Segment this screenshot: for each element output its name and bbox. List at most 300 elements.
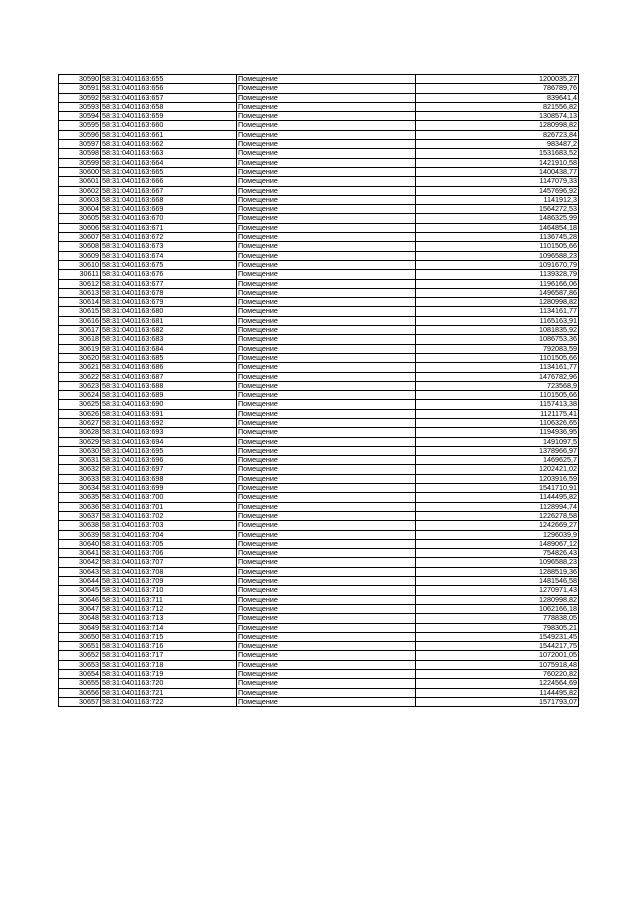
- cadastral-value: 1464854,18: [416, 223, 579, 232]
- cadastral-number: 58:31:0401163:688: [101, 381, 237, 390]
- row-number: 30634: [59, 484, 101, 493]
- row-number: 30615: [59, 307, 101, 316]
- row-number: 30656: [59, 688, 101, 697]
- table-row: [59, 567, 579, 576]
- table-row: [59, 595, 579, 604]
- cadastral-number: 58:31:0401163:698: [101, 474, 237, 483]
- object-type: Помещение: [237, 279, 416, 288]
- table-row: [59, 391, 579, 400]
- object-type: Помещение: [237, 344, 416, 353]
- row-number: 30598: [59, 149, 101, 158]
- cadastral-number: 58:31:0401163:701: [101, 502, 237, 511]
- table-row: [59, 158, 579, 167]
- cadastral-value: 1121175,41: [416, 409, 579, 418]
- cadastral-value: 1072001,05: [416, 651, 579, 660]
- cadastral-value: 1081835,92: [416, 326, 579, 335]
- cadastral-number: 58:31:0401163:667: [101, 186, 237, 195]
- row-number: 30640: [59, 539, 101, 548]
- cadastral-number: 58:31:0401163:703: [101, 521, 237, 530]
- cadastral-number: 58:31:0401163:685: [101, 353, 237, 362]
- table-row: [59, 437, 579, 446]
- cadastral-number: 58:31:0401163:675: [101, 260, 237, 269]
- cadastral-number: 58:31:0401163:708: [101, 567, 237, 576]
- object-type: Помещение: [237, 167, 416, 176]
- cadastral-number: 58:31:0401163:664: [101, 158, 237, 167]
- table-row: [59, 642, 579, 651]
- row-number: 30590: [59, 75, 101, 84]
- row-number: 30593: [59, 102, 101, 111]
- cadastral-value: 1096588,23: [416, 558, 579, 567]
- row-number: 30639: [59, 530, 101, 539]
- table-row: [59, 84, 579, 93]
- object-type: Помещение: [237, 242, 416, 251]
- table-row: [59, 697, 579, 706]
- cadastral-number: 58:31:0401163:710: [101, 586, 237, 595]
- cadastral-value: 1086753,36: [416, 335, 579, 344]
- cadastral-number: 58:31:0401163:721: [101, 688, 237, 697]
- object-type: Помещение: [237, 214, 416, 223]
- cadastral-value: 760220,82: [416, 670, 579, 679]
- table-row: [59, 102, 579, 111]
- cadastral-value: 1062166,18: [416, 604, 579, 613]
- cadastral-number: 58:31:0401163:658: [101, 102, 237, 111]
- table-row: [59, 428, 579, 437]
- table-row: [59, 632, 579, 641]
- row-number: 30604: [59, 205, 101, 214]
- table-row: [59, 307, 579, 316]
- cadastral-number: 58:31:0401163:660: [101, 121, 237, 130]
- cadastral-value: 1194936,95: [416, 428, 579, 437]
- object-type: Помещение: [237, 223, 416, 232]
- cadastral-number: 58:31:0401163:715: [101, 632, 237, 641]
- object-type: Помещение: [237, 307, 416, 316]
- cadastral-value: 1541710,91: [416, 484, 579, 493]
- object-type: Помещение: [237, 456, 416, 465]
- cadastral-value: 786789,76: [416, 84, 579, 93]
- object-type: Помещение: [237, 400, 416, 409]
- object-type: Помещение: [237, 418, 416, 427]
- table-row: [59, 660, 579, 669]
- row-number: 30653: [59, 660, 101, 669]
- object-type: Помещение: [237, 353, 416, 362]
- cadastral-value: 1128994,74: [416, 502, 579, 511]
- object-type: Помещение: [237, 595, 416, 604]
- cadastral-number: 58:31:0401163:668: [101, 195, 237, 204]
- cadastral-value: 1242669,27: [416, 521, 579, 530]
- table-row: [59, 372, 579, 381]
- cadastral-value: 1457696,92: [416, 186, 579, 195]
- cadastral-number: 58:31:0401163:717: [101, 651, 237, 660]
- table-row: [59, 530, 579, 539]
- cadastral-value: 1280998,82: [416, 121, 579, 130]
- cadastral-number: 58:31:0401163:696: [101, 456, 237, 465]
- cadastral-number: 58:31:0401163:705: [101, 539, 237, 548]
- table-row: [59, 465, 579, 474]
- cadastral-number: 58:31:0401163:700: [101, 493, 237, 502]
- cadastral-number: 58:31:0401163:662: [101, 140, 237, 149]
- cadastral-number: 58:31:0401163:686: [101, 363, 237, 372]
- cadastral-value: 1571793,07: [416, 697, 579, 706]
- cadastral-value: 1134161,77: [416, 363, 579, 372]
- cadastral-number: 58:31:0401163:697: [101, 465, 237, 474]
- table-row: [59, 326, 579, 335]
- object-type: Помещение: [237, 149, 416, 158]
- cadastral-value: 1491097,5: [416, 437, 579, 446]
- row-number: 30651: [59, 642, 101, 651]
- cadastral-number: 58:31:0401163:683: [101, 335, 237, 344]
- row-number: 30614: [59, 298, 101, 307]
- table-row: [59, 335, 579, 344]
- object-type: Помещение: [237, 186, 416, 195]
- cadastral-number: 58:31:0401163:682: [101, 326, 237, 335]
- object-type: Помещение: [237, 530, 416, 539]
- row-number: 30636: [59, 502, 101, 511]
- cadastral-number: 58:31:0401163:669: [101, 205, 237, 214]
- cadastral-value: 1203916,59: [416, 474, 579, 483]
- row-number: 30608: [59, 242, 101, 251]
- row-number: 30612: [59, 279, 101, 288]
- object-type: Помещение: [237, 326, 416, 335]
- row-number: 30601: [59, 177, 101, 186]
- cadastral-number: 58:31:0401163:673: [101, 242, 237, 251]
- row-number: 30613: [59, 288, 101, 297]
- cadastral-value: 1106326,65: [416, 418, 579, 427]
- object-type: Помещение: [237, 233, 416, 242]
- table-row: [59, 316, 579, 325]
- row-number: 30625: [59, 400, 101, 409]
- table-row: [59, 288, 579, 297]
- row-number: 30642: [59, 558, 101, 567]
- cadastral-value: 1165163,91: [416, 316, 579, 325]
- row-number: 30643: [59, 567, 101, 576]
- table-row: [59, 93, 579, 102]
- cadastral-number: 58:31:0401163:707: [101, 558, 237, 567]
- object-type: Помещение: [237, 260, 416, 269]
- cadastral-value: 1144495,82: [416, 493, 579, 502]
- object-type: Помещение: [237, 614, 416, 623]
- row-number: 30624: [59, 391, 101, 400]
- row-number: 30629: [59, 437, 101, 446]
- cadastral-value: 1476782,96: [416, 372, 579, 381]
- cadastral-value: 1139328,79: [416, 270, 579, 279]
- cadastral-number: 58:31:0401163:677: [101, 279, 237, 288]
- row-number: 30648: [59, 614, 101, 623]
- cadastral-value: 826723,84: [416, 130, 579, 139]
- cadastral-value: 1226278,58: [416, 511, 579, 520]
- object-type: Помещение: [237, 102, 416, 111]
- row-number: 30638: [59, 521, 101, 530]
- table-row: [59, 270, 579, 279]
- object-type: Помещение: [237, 521, 416, 530]
- row-number: 30618: [59, 335, 101, 344]
- cadastral-value: 1564272,53: [416, 205, 579, 214]
- cadastral-value: 1157413,38: [416, 400, 579, 409]
- object-type: Помещение: [237, 140, 416, 149]
- row-number: 30597: [59, 140, 101, 149]
- table-row: [59, 558, 579, 567]
- row-number: 30606: [59, 223, 101, 232]
- table-row: [59, 502, 579, 511]
- cadastral-value: 1288519,36: [416, 567, 579, 576]
- object-type: Помещение: [237, 511, 416, 520]
- object-type: Помещение: [237, 298, 416, 307]
- table-row: [59, 446, 579, 455]
- row-number: 30603: [59, 195, 101, 204]
- row-number: 30620: [59, 353, 101, 362]
- cadastral-number: 58:31:0401163:692: [101, 418, 237, 427]
- object-type: Помещение: [237, 205, 416, 214]
- row-number: 30657: [59, 697, 101, 706]
- object-type: Помещение: [237, 670, 416, 679]
- cadastral-number: 58:31:0401163:706: [101, 549, 237, 558]
- object-type: Помещение: [237, 288, 416, 297]
- cadastral-number: 58:31:0401163:714: [101, 623, 237, 632]
- row-number: 30596: [59, 130, 101, 139]
- row-number: 30602: [59, 186, 101, 195]
- cadastral-number: 58:31:0401163:672: [101, 233, 237, 242]
- cadastral-number: 58:31:0401163:699: [101, 484, 237, 493]
- table-row: [59, 279, 579, 288]
- cadastral-value: 1421910,58: [416, 158, 579, 167]
- table-row: [59, 651, 579, 660]
- table-row: [59, 344, 579, 353]
- cadastral-value: 1308574,13: [416, 112, 579, 121]
- table-row: [59, 353, 579, 362]
- object-type: Помещение: [237, 177, 416, 186]
- table-row: [59, 474, 579, 483]
- row-number: 30633: [59, 474, 101, 483]
- row-number: 30591: [59, 84, 101, 93]
- cadastral-value: 1091670,79: [416, 260, 579, 269]
- cadastral-number: 58:31:0401163:665: [101, 167, 237, 176]
- cadastral-value: 1400438,77: [416, 167, 579, 176]
- cadastral-number: 58:31:0401163:666: [101, 177, 237, 186]
- table-row: [59, 149, 579, 158]
- table-row: [59, 549, 579, 558]
- cadastral-number: 58:31:0401163:684: [101, 344, 237, 353]
- cadastral-number: 58:31:0401163:681: [101, 316, 237, 325]
- table-row: [59, 121, 579, 130]
- row-number: 30600: [59, 167, 101, 176]
- cadastral-number: 58:31:0401163:709: [101, 577, 237, 586]
- object-type: Помещение: [237, 651, 416, 660]
- table-row: [59, 251, 579, 260]
- table-row: [59, 112, 579, 121]
- row-number: 30631: [59, 456, 101, 465]
- table-row: [59, 205, 579, 214]
- row-number: 30646: [59, 595, 101, 604]
- cadastral-number: 58:31:0401163:713: [101, 614, 237, 623]
- cadastral-value: 778838,05: [416, 614, 579, 623]
- row-number: 30616: [59, 316, 101, 325]
- cadastral-number: 58:31:0401163:693: [101, 428, 237, 437]
- row-number: 30592: [59, 93, 101, 102]
- cadastral-value: 1549231,45: [416, 632, 579, 641]
- cadastral-number: 58:31:0401163:659: [101, 112, 237, 121]
- cadastral-value: 1296039,9: [416, 530, 579, 539]
- row-number: 30595: [59, 121, 101, 130]
- cadastral-number: 58:31:0401163:711: [101, 595, 237, 604]
- object-type: Помещение: [237, 586, 416, 595]
- table-row: [59, 409, 579, 418]
- object-type: Помещение: [237, 697, 416, 706]
- cadastral-value: 1144495,82: [416, 688, 579, 697]
- cadastral-value: 1270971,43: [416, 586, 579, 595]
- table-row: [59, 130, 579, 139]
- table-row: [59, 363, 579, 372]
- row-number: 30617: [59, 326, 101, 335]
- row-number: 30654: [59, 670, 101, 679]
- row-number: 30609: [59, 251, 101, 260]
- table-row: [59, 577, 579, 586]
- object-type: Помещение: [237, 158, 416, 167]
- object-type: Помещение: [237, 567, 416, 576]
- row-number: 30623: [59, 381, 101, 390]
- cadastral-value: 1496587,86: [416, 288, 579, 297]
- row-number: 30599: [59, 158, 101, 167]
- object-type: Помещение: [237, 130, 416, 139]
- cadastral-value: 1134161,77: [416, 307, 579, 316]
- object-type: Помещение: [237, 539, 416, 548]
- object-type: Помещение: [237, 623, 416, 632]
- object-type: Помещение: [237, 391, 416, 400]
- cadastral-number: 58:31:0401163:656: [101, 84, 237, 93]
- object-type: Помещение: [237, 679, 416, 688]
- cadastral-value: 1196166,06: [416, 279, 579, 288]
- row-number: 30650: [59, 632, 101, 641]
- table-row: [59, 242, 579, 251]
- cadastral-value: 1469625,7: [416, 456, 579, 465]
- cadastral-value: 1544217,75: [416, 642, 579, 651]
- object-type: Помещение: [237, 604, 416, 613]
- cadastral-number: 58:31:0401163:657: [101, 93, 237, 102]
- cadastral-number: 58:31:0401163:676: [101, 270, 237, 279]
- cadastral-number: 58:31:0401163:718: [101, 660, 237, 669]
- cadastral-value: 1481546,58: [416, 577, 579, 586]
- table-row: [59, 75, 579, 84]
- cadastral-value: 1101505,66: [416, 242, 579, 251]
- object-type: Помещение: [237, 251, 416, 260]
- table-row: [59, 167, 579, 176]
- cadastral-number: 58:31:0401163:679: [101, 298, 237, 307]
- cadastral-value: 1075918,48: [416, 660, 579, 669]
- cadastral-number: 58:31:0401163:670: [101, 214, 237, 223]
- table-row: [59, 623, 579, 632]
- table-row: [59, 195, 579, 204]
- row-number: 30619: [59, 344, 101, 353]
- table-row: [59, 223, 579, 232]
- table-row: [59, 418, 579, 427]
- table-row: [59, 688, 579, 697]
- cadastral-value: 1280998,82: [416, 298, 579, 307]
- cadastral-value: 821556,82: [416, 102, 579, 111]
- cadastral-number: 58:31:0401163:722: [101, 697, 237, 706]
- table-row: [59, 614, 579, 623]
- cadastral-number: 58:31:0401163:716: [101, 642, 237, 651]
- object-type: Помещение: [237, 474, 416, 483]
- cadastral-value: 1147079,33: [416, 177, 579, 186]
- cadastral-value: 792083,59: [416, 344, 579, 353]
- cadastral-number: 58:31:0401163:720: [101, 679, 237, 688]
- table-row: [59, 521, 579, 530]
- cadastral-number: 58:31:0401163:689: [101, 391, 237, 400]
- table-row: [59, 298, 579, 307]
- row-number: 30644: [59, 577, 101, 586]
- property-table: [58, 74, 579, 707]
- cadastral-value: 723568,9: [416, 381, 579, 390]
- table-body: [59, 75, 579, 707]
- object-type: Помещение: [237, 465, 416, 474]
- row-number: 30652: [59, 651, 101, 660]
- row-number: 30622: [59, 372, 101, 381]
- cadastral-value: 1531683,52: [416, 149, 579, 158]
- cadastral-value: 1101505,66: [416, 391, 579, 400]
- object-type: Помещение: [237, 493, 416, 502]
- row-number: 30630: [59, 446, 101, 455]
- table-row: [59, 604, 579, 613]
- cadastral-number: 58:31:0401163:691: [101, 409, 237, 418]
- object-type: Помещение: [237, 112, 416, 121]
- object-type: Помещение: [237, 632, 416, 641]
- cadastral-number: 58:31:0401163:678: [101, 288, 237, 297]
- table-row: [59, 484, 579, 493]
- object-type: Помещение: [237, 316, 416, 325]
- cadastral-number: 58:31:0401163:690: [101, 400, 237, 409]
- object-type: Помещение: [237, 642, 416, 651]
- row-number: 30627: [59, 418, 101, 427]
- cadastral-number: 58:31:0401163:712: [101, 604, 237, 613]
- table-row: [59, 539, 579, 548]
- object-type: Помещение: [237, 84, 416, 93]
- object-type: Помещение: [237, 335, 416, 344]
- row-number: 30637: [59, 511, 101, 520]
- table-row: [59, 381, 579, 390]
- object-type: Помещение: [237, 372, 416, 381]
- object-type: Помещение: [237, 558, 416, 567]
- cadastral-value: 1202421,02: [416, 465, 579, 474]
- object-type: Помещение: [237, 446, 416, 455]
- row-number: 30594: [59, 112, 101, 121]
- row-number: 30621: [59, 363, 101, 372]
- table-row: [59, 586, 579, 595]
- row-number: 30635: [59, 493, 101, 502]
- table-row: [59, 186, 579, 195]
- row-number: 30628: [59, 428, 101, 437]
- row-number: 30605: [59, 214, 101, 223]
- row-number: 30626: [59, 409, 101, 418]
- row-number: 30655: [59, 679, 101, 688]
- object-type: Помещение: [237, 437, 416, 446]
- table-row: [59, 511, 579, 520]
- cadastral-value: 1224564,69: [416, 679, 579, 688]
- object-type: Помещение: [237, 75, 416, 84]
- object-type: Помещение: [237, 195, 416, 204]
- cadastral-number: 58:31:0401163:687: [101, 372, 237, 381]
- table-row: [59, 456, 579, 465]
- row-number: 30610: [59, 260, 101, 269]
- cadastral-value: 1489067,12: [416, 539, 579, 548]
- cadastral-value: 1136745,28: [416, 233, 579, 242]
- object-type: Помещение: [237, 121, 416, 130]
- cadastral-number: 58:31:0401163:704: [101, 530, 237, 539]
- cadastral-value: 1486325,99: [416, 214, 579, 223]
- cadastral-value: 839641,4: [416, 93, 579, 102]
- cadastral-number: 58:31:0401163:702: [101, 511, 237, 520]
- table-row: [59, 140, 579, 149]
- table-row: [59, 679, 579, 688]
- table-row: [59, 233, 579, 242]
- object-type: Помещение: [237, 502, 416, 511]
